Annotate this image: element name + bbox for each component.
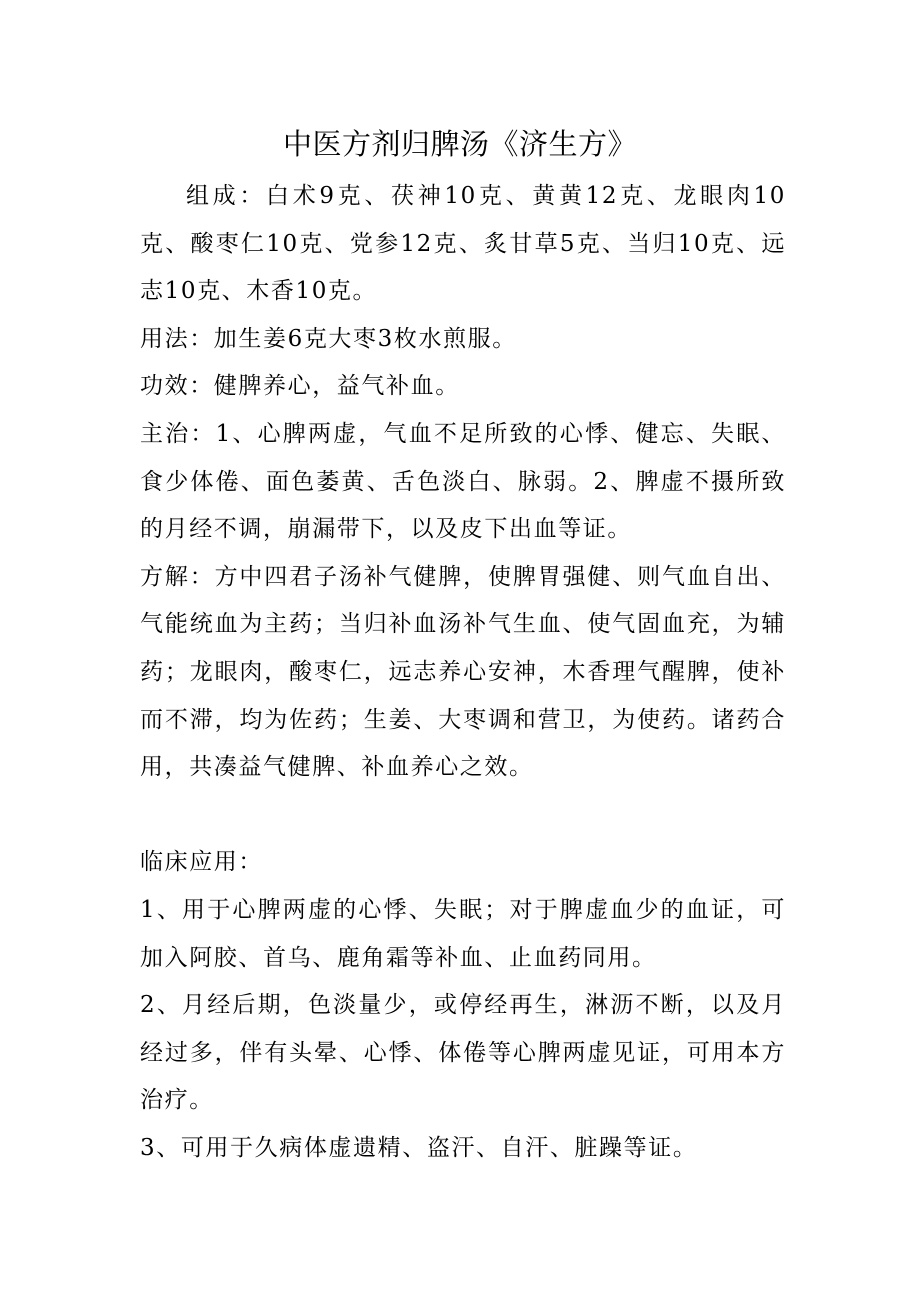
document-body xyxy=(140,173,786,1172)
analysis-paragraph: 方解：方中四君子汤补气健脾，使脾胃强健、则气血自出、气能统血为主药；当归补血汤补气生血、使气固血充，为辅药；龙眼肉，酸枣仁，远志养心安神，木香理气醒脾，使补而不滞，均为佐药；生姜、大枣调和营卫，为使药。诸药合用，共凑益气健脾、补血养心之效。 xyxy=(140,563,786,781)
composition-paragraph: 组成：白术9克、茯神10克、黄黄12克、龙眼肉10克、酸枣仁10克、党参12克、炙甘草5克、当归10克、远志10克、木香10克。 xyxy=(140,183,786,305)
clinical-item-1: 1、用于心脾两虚的心悸、失眠；对于脾虚血少的血证，可加入阿胶、首乌、鹿角霜等补血、止血药同用。 xyxy=(140,896,786,971)
clinical-heading: 临床应用： xyxy=(140,849,263,876)
usage-paragraph: 用法：加生姜6克大枣3枚水煎服。 xyxy=(140,325,517,352)
clinical-item-3: 3、可用于久病体虚遗精、盗汗、自汗、脏躁等证。 xyxy=(140,1134,698,1161)
efficacy-paragraph: 功效：健脾养心，益气补血。 xyxy=(140,373,460,400)
document-title: 中医方剂归脾汤《济生方》 xyxy=(282,127,637,161)
clinical-item-2: 2、月经后期，色淡量少，或停经再生，淋沥不断，以及月经过多，伴有头晕、心悸、体倦等心脾两虚见证，可用本方治疗。 xyxy=(140,992,786,1114)
indications-paragraph: 主治：1、心脾两虚，气血不足所致的心悸、健忘、失眠、食少体倦、面色萎黄、舌色淡白、脉弱。2、脾虚不摄所致的月经不调，崩漏带下，以及皮下出血等证。 xyxy=(140,420,786,543)
